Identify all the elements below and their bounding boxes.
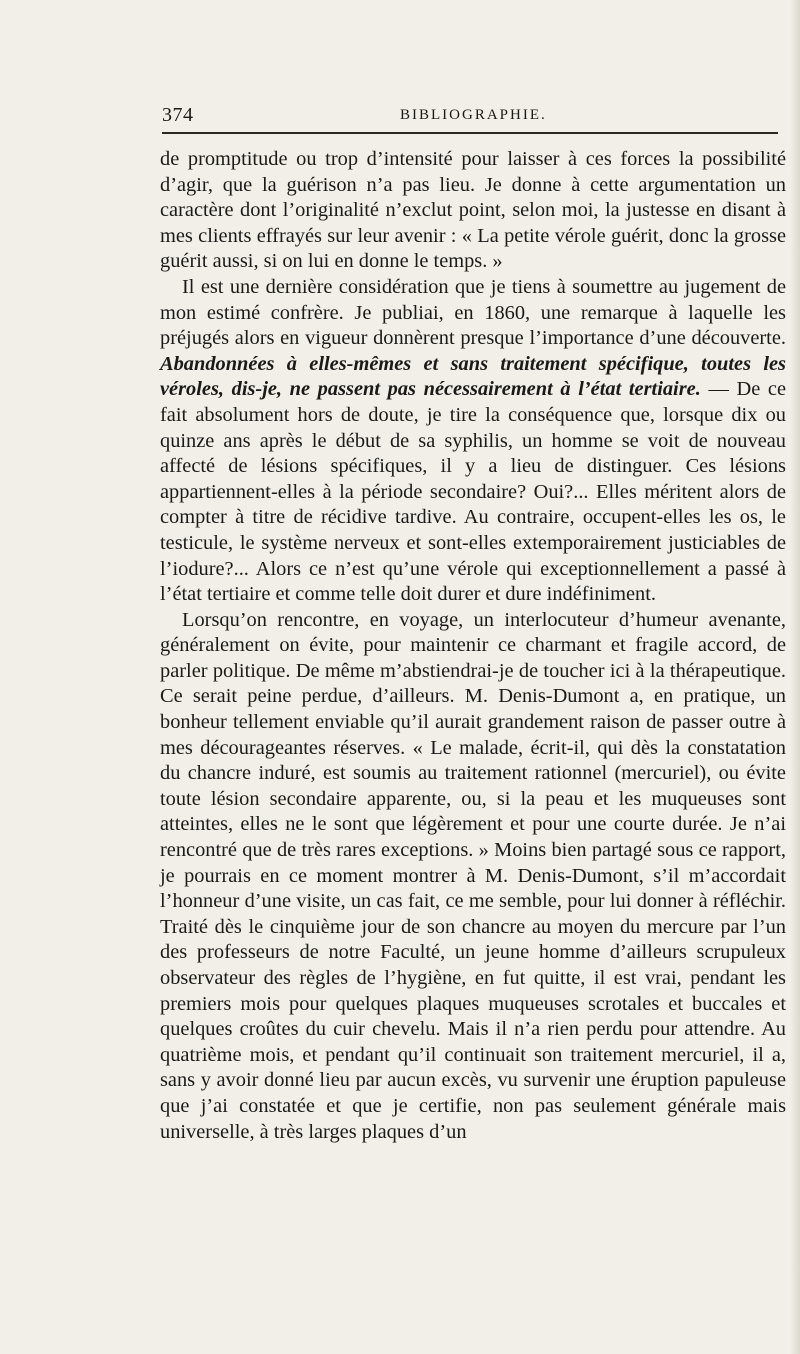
page-number: 374 bbox=[162, 104, 194, 126]
paragraph-3: Lorsqu’on rencontre, en voyage, un interlocuteur d’humeur avenante, généralement on évite, pour maintenir ce charmant et fragile accord, de parler politique. De même m’abstiendrai-je de toucher ici à la thérapeutique. Ce serait peine perdue, d’ailleurs. M. Denis-Dumont a, en pratique, un bonheur tellement enviable qu’il aurait grandement raison de passer outre à mes décourageantes réserves. « Le malade, écrit-il, qui dès la constatation du chancre induré, est soumis au traitement rationnel (mercuriel), ou évite toute lésion secondaire apparente, ou, si la peau et les muqueuses sont atteintes, elles ne le sont que légèrement et pour une courte durée. Je n’ai rencontré que de très rares exceptions. » Moins bien partagé sous ce rapport, je pourrais en ce moment montrer à M. Denis-Dumont, s’il m’accordait l’honneur d’une visite, un cas fait, ce me semble, pour lui donner à réfléchir. Traité dès le cinquième jour de son chancre au moyen du mercure par l’un des professeurs de notre Faculté, un jeune homme d’ailleurs scrupuleux observateur des règles de l’hygiène, en fut quitte, il est vrai, pendant les premiers mois pour quelques plaques muqueuses scrotales et buccales et quelques croûtes du cuir chevelu. Mais il n’a rien perdu pour attendre. Au quatrième mois, et pendant qu’il continuait son traitement mercuriel, il a, sans y avoir donné lieu par aucun excès, vu survenir une éruption papuleuse que j’ai constatée et que je certifie, non pas seulement générale mais universelle, à très larges plaques d’un bbox=[160, 608, 786, 1143]
page-header bbox=[162, 104, 778, 132]
header-rule bbox=[162, 132, 778, 134]
body-text bbox=[160, 147, 786, 1145]
paragraph-2-italic-quote: Abandonnées à elles-mêmes et sans traitement spécifique, toutes les véroles, dis-je, ne passent pas nécessairement à l’état tertiaire. bbox=[160, 352, 786, 401]
paragraph-1: de promptitude ou trop d’intensité pour laisser à ces forces la possibilité d’agir, que la guérison n’a pas lieu. Je donne à cette argumentation un caractère dont l’originalité n’exclut point, selon moi, la justesse en disant à mes clients effrayés sur leur avenir : « La petite vérole guérit, donc la grosse guérit aussi, si on lui en donne le temps. » bbox=[160, 148, 786, 273]
page-edge-shadow bbox=[790, 0, 800, 1354]
paragraph-2-text-b: — De ce fait absolument hors de doute, je tire la conséquence que, lorsque dix ou quinze ans après le début de sa syphilis, un homme se voit de nouveau affecté de lésions spécifiques, il y a lieu de distinguer. Ces lésions appartiennent-elles à la période secondaire? Oui?... Elles méritent alors de compter à titre de récidive tardive. Au contraire, occupent-elles les os, le testicule, le système nerveux et sont-elles extemporairement justiciables de l’iodure?... Alors ce n’est qu’une vérole qui exceptionnellement a passé à l’état tertiaire et comme telle doit durer et dure indéfiniment. bbox=[160, 378, 786, 606]
running-head: BIBLIOGRAPHIE. bbox=[400, 107, 547, 123]
paragraph-2-text-a: Il est une dernière considération que je tiens à soumettre au jugement de mon estimé confrère. Je publiai, en 1860, une remarque à laquelle les préjugés alors en vigueur donnèrent presque l’importance d’une découverte. bbox=[160, 275, 786, 350]
paragraph-2 bbox=[160, 275, 786, 608]
